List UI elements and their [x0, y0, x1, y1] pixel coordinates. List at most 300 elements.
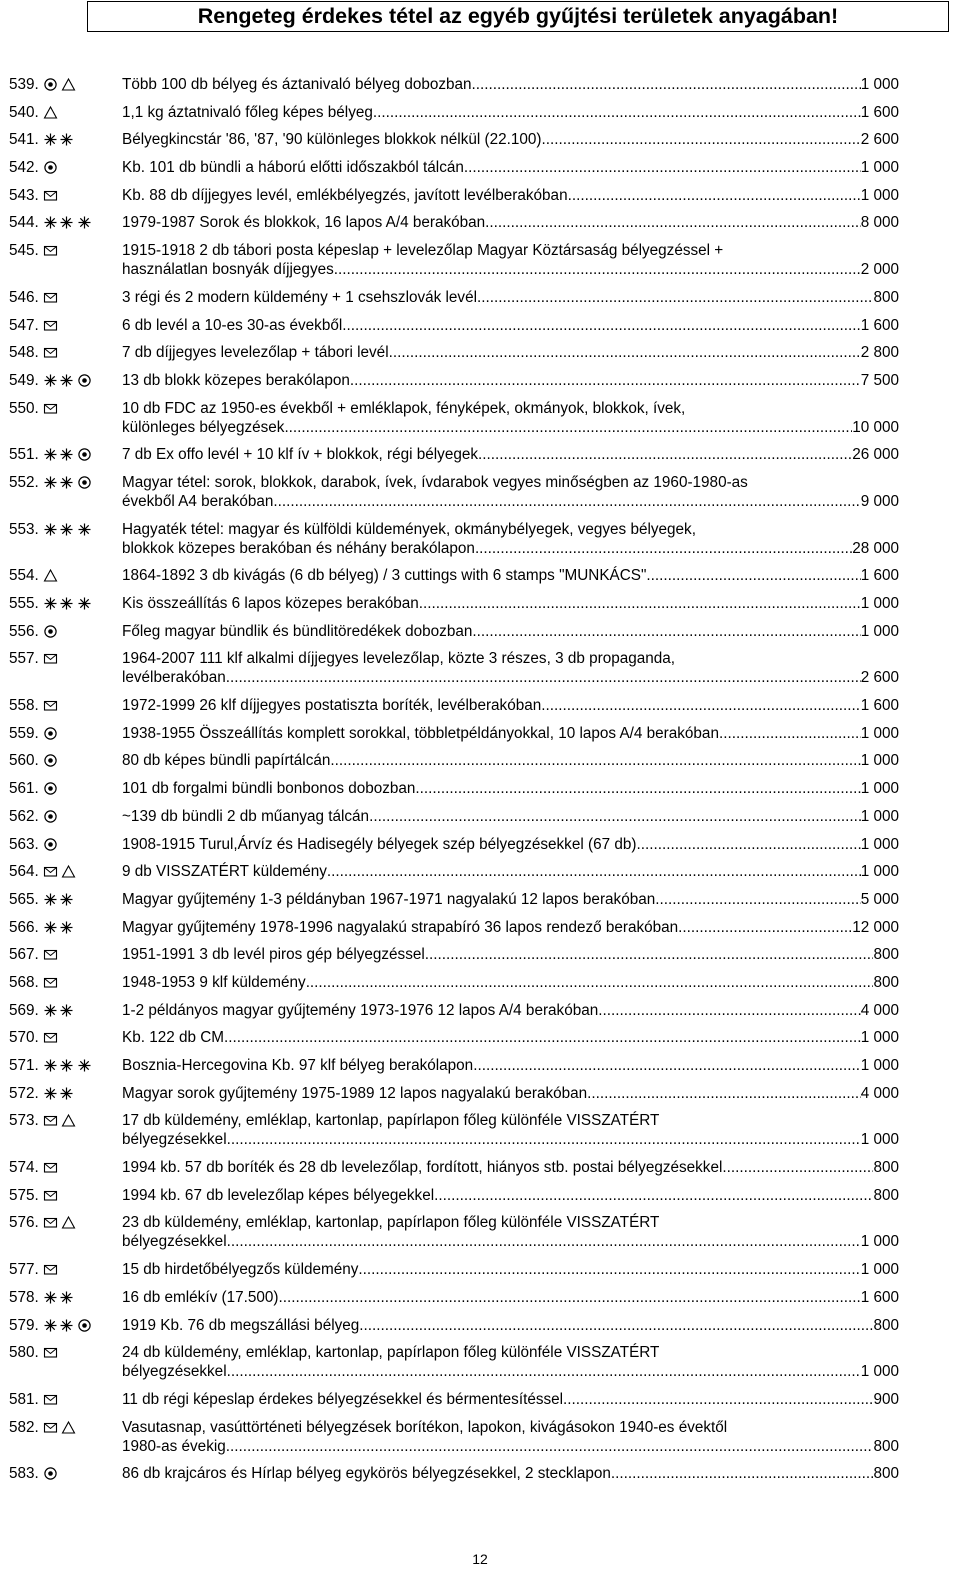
lot-text-line: ~139 db bündli 2 db műanyag tálcán: [122, 807, 370, 825]
dot-leader: [655, 890, 861, 909]
lot-icons: [43, 1159, 58, 1176]
lot-text-line: 10 db FDC az 1950-es évekből + emléklapok, fényképek, okmányok, blokkok, ívek,: [122, 399, 686, 417]
lot-text-line: 1-2 példányos magyar gyűjtemény 1973-1976 12 lapos A/4 berakóban: [122, 1001, 599, 1019]
lot-text-line: 1964-2007 111 klf alkalmi díjjegyes levelezőlap, közte 3 részes, 3 db propaganda,: [122, 650, 676, 668]
lot-price: 1 000: [860, 780, 899, 798]
lot-icons: [43, 1344, 58, 1361]
lot-price: 1 000: [860, 622, 899, 640]
lot-icons: [43, 863, 76, 880]
lot-number: 576.: [9, 1214, 39, 1232]
lot-number: 544.: [9, 214, 39, 232]
lot-price: 8 000: [860, 214, 899, 232]
envelope-icon: [43, 975, 58, 990]
lot-description: [122, 371, 899, 390]
lot-icons: [43, 104, 58, 121]
lot-item: [9, 316, 899, 335]
lot-price: 12 000: [852, 918, 899, 936]
double-star-icon: [43, 447, 74, 462]
lot-text-line: 1864-1892 3 db kivágás (6 db bélyeg) / 3 cuttings with 6 stamps "MUNKÁCS": [122, 567, 647, 585]
lot-description: [122, 751, 899, 770]
envelope-icon: [43, 1262, 58, 1277]
lot-number: 552.: [9, 473, 39, 491]
lot-icons: [43, 317, 58, 334]
lot-text-line: Magyar gyűjtemény 1-3 példányban 1967-1971 nagyalakú 12 lapos berakóban: [122, 890, 656, 908]
star-icon: [59, 215, 74, 230]
circle-dot-icon: [77, 373, 92, 388]
star-icon: [43, 892, 58, 907]
lot-description: [122, 103, 899, 122]
lot-number: 549.: [9, 371, 39, 389]
lot-text-line: 80 db képes bündli papírtálcán: [122, 752, 331, 770]
dot-leader: [226, 1437, 874, 1456]
lot-price: 1 000: [860, 1233, 899, 1251]
lot-number: 555.: [9, 595, 39, 612]
lot-description: [122, 724, 899, 743]
lot-description: [122, 288, 899, 307]
lot-icons: [43, 187, 58, 204]
lot-item: [9, 779, 899, 798]
circle-dot-icon: [43, 837, 58, 852]
lot-item: [9, 1056, 899, 1075]
lot-price: 800: [873, 1186, 899, 1204]
star-icon: [43, 920, 58, 935]
lot-number: 547.: [9, 316, 39, 334]
dot-leader: [646, 566, 860, 585]
dot-leader: [485, 213, 861, 232]
envelope-icon: [43, 290, 58, 305]
lot-description: [122, 1001, 899, 1020]
lot-number: 570.: [9, 1029, 39, 1047]
lot-number: 558.: [9, 697, 39, 715]
lot-text-line: 11 db régi képeslap érdekes bélyegzésekkel és bérmentesítéssel: [122, 1390, 564, 1408]
lot-description: [122, 1418, 899, 1456]
lot-list: [9, 75, 899, 1492]
star-icon: [59, 892, 74, 907]
dot-leader: [477, 288, 873, 307]
lot-item: [9, 1464, 899, 1483]
envelope-icon: [43, 1030, 58, 1045]
double-star-icon: [43, 1290, 74, 1305]
lot-item: [9, 807, 899, 826]
triangle-icon: [61, 1215, 76, 1230]
lot-price: 800: [873, 1465, 899, 1483]
lot-text-line: 1972-1999 26 klf díjjegyes postatiszta boríték, levélberakóban: [122, 697, 542, 715]
double-star-icon: [43, 1003, 74, 1018]
lot-number: 550.: [9, 399, 39, 417]
lot-item: [9, 724, 899, 743]
dot-leader: [369, 807, 861, 826]
lot-icons: [43, 697, 58, 714]
lot-item: [9, 1316, 899, 1335]
dot-leader: [541, 130, 860, 149]
triangle-icon: [43, 568, 58, 583]
lot-text-line: 1980-as évekig: [122, 1437, 226, 1455]
lot-price: 1 000: [860, 1363, 899, 1381]
dot-leader: [350, 371, 861, 390]
lot-item: [9, 1186, 899, 1205]
lot-icons: [43, 521, 92, 538]
lot-number: 575.: [9, 1186, 39, 1204]
lot-number: 573.: [9, 1112, 39, 1130]
dot-leader: [541, 696, 860, 715]
lot-text-line: 9 db VISSZATÉRT küldemény: [122, 863, 327, 881]
lot-icons: [43, 780, 58, 797]
lot-description: [122, 1186, 899, 1205]
lot-item: [9, 399, 899, 437]
envelope-icon: [43, 401, 58, 416]
lot-item: [9, 445, 899, 464]
lot-text-line: 16 db emlékív (17.500): [122, 1288, 279, 1306]
lot-item: [9, 213, 899, 232]
lot-description: [122, 622, 899, 641]
lot-description: [122, 1158, 899, 1177]
dot-leader: [389, 343, 861, 362]
lot-number: 548.: [9, 344, 39, 362]
lot-number: 559.: [9, 724, 39, 742]
lot-price: 9 000: [860, 492, 899, 510]
lot-description: [122, 1084, 899, 1103]
lot-text-line: Kis összeállítás 6 lapos közepes berakóban: [122, 595, 419, 612]
dot-leader: [719, 724, 861, 743]
lot-icons: [43, 372, 92, 389]
lot-number: 563.: [9, 835, 39, 853]
envelope-icon: [43, 188, 58, 203]
dot-leader: [278, 1288, 860, 1307]
lot-price: 1 000: [860, 76, 899, 93]
lot-item: [9, 973, 899, 992]
dot-leader: [434, 1186, 873, 1205]
lot-item: [9, 1084, 899, 1103]
envelope-icon: [43, 698, 58, 713]
dot-leader: [373, 103, 861, 122]
double-star-icon: [43, 892, 74, 907]
lot-number: 546.: [9, 288, 39, 306]
lot-description: [122, 1028, 899, 1047]
lot-price: 2 000: [860, 261, 899, 279]
lot-number: 540.: [9, 103, 39, 121]
lot-icons: [43, 474, 92, 491]
envelope-icon: [43, 1215, 58, 1230]
envelope-icon: [43, 318, 58, 333]
dot-leader: [419, 594, 861, 613]
circle-dot-icon: [77, 1318, 92, 1333]
dot-leader: [568, 186, 861, 205]
lot-icons: [43, 623, 58, 640]
lot-description: [122, 343, 899, 362]
lot-description: [122, 1213, 899, 1251]
envelope-icon: [43, 1420, 58, 1435]
lot-icons: [43, 344, 58, 361]
lot-number: 557.: [9, 650, 39, 668]
lot-price: 1 000: [860, 863, 899, 881]
lot-number: 551.: [9, 446, 39, 464]
lot-number: 545.: [9, 242, 39, 260]
dot-leader: [226, 668, 861, 687]
lot-text-line: 15 db hirdetőbélyegzős küldemény: [122, 1261, 359, 1279]
lot-number: 569.: [9, 1001, 39, 1019]
double-star-icon: [43, 373, 74, 388]
lot-item: [9, 186, 899, 205]
lot-text-line: bélyegzésekkel: [122, 1233, 227, 1251]
lot-description: [122, 1056, 899, 1075]
circle-dot-icon: [43, 781, 58, 796]
lot-number: 582.: [9, 1418, 39, 1436]
lot-number: 568.: [9, 973, 39, 991]
lot-description: [122, 594, 899, 613]
lot-number: 578.: [9, 1288, 39, 1306]
dot-leader: [464, 158, 861, 177]
lot-number: 539.: [9, 76, 39, 93]
envelope-icon: [43, 345, 58, 360]
lot-text-line: 24 db küldemény, emléklap, kartonlap, papírlapon főleg különféle VISSZATÉRT: [122, 1344, 660, 1362]
lot-icons: [43, 1261, 58, 1278]
lot-number: 565.: [9, 890, 39, 908]
lot-item: [9, 1111, 899, 1149]
lot-text-line: 1919 Kb. 76 db megszállási bélyeg: [122, 1316, 360, 1334]
lot-number: 562.: [9, 807, 39, 825]
lot-icons: [43, 1029, 58, 1046]
lot-icons: [43, 1002, 74, 1019]
lot-item: [9, 75, 899, 94]
star-icon: [59, 1318, 74, 1333]
circle-dot-icon: [43, 726, 58, 741]
lot-icons: [43, 242, 58, 259]
lot-text-line: Magyar tétel: sorok, blokkok, darabok, ívek, ívdarabok vegyes minőségben az 1960-1980-as: [122, 473, 748, 491]
lot-price: 1 000: [860, 835, 899, 853]
lot-icons: [43, 567, 58, 584]
lot-text-line: blokkok közepes berakóban és néhány berakólapon: [122, 539, 475, 557]
lot-item: [9, 566, 899, 585]
dot-leader: [587, 1084, 861, 1103]
lot-price: 4 000: [860, 1001, 899, 1019]
lot-description: [122, 779, 899, 798]
star-icon: [77, 596, 92, 611]
lot-number: 556.: [9, 622, 39, 640]
lot-icons: [43, 400, 58, 417]
lot-text-line: 1994 kb. 57 db boríték és 28 db levelezőlap, fordított, hiányos stb. postai bélyegzésekkel: [122, 1159, 723, 1177]
dot-leader: [472, 75, 861, 94]
lot-icons: [43, 752, 58, 769]
star-icon: [77, 215, 92, 230]
lot-icons: [43, 1465, 58, 1482]
lot-icons: [43, 1419, 76, 1436]
lot-price: 1 000: [860, 807, 899, 825]
lot-description: [122, 399, 899, 437]
lot-number: 543.: [9, 186, 39, 204]
lot-icons: [43, 891, 74, 908]
lot-description: [122, 158, 899, 177]
dot-leader: [227, 1232, 861, 1251]
lot-text-line: levélberakóban: [122, 669, 226, 687]
lot-icons: [43, 214, 92, 231]
lot-text-line: különleges bélyegzések: [122, 418, 285, 436]
lot-item: [9, 890, 899, 909]
lot-text-line: 1948-1953 9 klf küldemény: [122, 973, 306, 991]
triangle-icon: [61, 1113, 76, 1128]
lot-price: 1 000: [860, 1057, 899, 1074]
lot-item: [9, 1260, 899, 1279]
star-icon: [59, 920, 74, 935]
lot-item: [9, 158, 899, 177]
lot-description: [122, 890, 899, 909]
star-icon: [59, 475, 74, 490]
lot-text-line: 1979-1987 Sorok és blokkok, 16 lapos A/4 berakóban: [122, 214, 486, 232]
envelope-icon: [43, 1188, 58, 1203]
lot-item: [9, 371, 899, 390]
lot-text-line: évekből A4 berakóban: [122, 492, 274, 510]
star-icon: [43, 132, 58, 147]
double-star-icon: [43, 475, 74, 490]
lot-number: 564.: [9, 863, 39, 881]
lot-text-line: Vasutasnap, vasúttörténeti bélyegzések borítékon, lapokon, kivágásokon 1940-es évektől: [122, 1418, 728, 1436]
lot-icons: [43, 836, 58, 853]
page-banner: Rengeteg érdekes tétel az egyéb gyűjtési területek anyagában!: [87, 1, 949, 32]
dot-leader: [227, 1362, 861, 1381]
lot-number: 553.: [9, 520, 39, 538]
lot-number: 583.: [9, 1465, 39, 1483]
lot-number: 574.: [9, 1159, 39, 1177]
lot-item: [9, 288, 899, 307]
lot-text-line: Kb. 101 db bündli a háború előtti időszakból tálcán: [122, 159, 464, 177]
double-star-icon: [43, 522, 74, 537]
circle-dot-icon: [43, 753, 58, 768]
lot-description: [122, 918, 899, 937]
lot-item: [9, 1001, 899, 1020]
lot-icons: [43, 1057, 92, 1074]
lot-description: [122, 835, 899, 854]
lot-price: 4 000: [860, 1084, 899, 1102]
lot-price: 10 000: [852, 418, 899, 436]
dot-leader: [425, 945, 874, 964]
dot-leader: [473, 1056, 861, 1075]
star-icon: [77, 1058, 92, 1073]
lot-item: [9, 241, 899, 279]
dot-leader: [359, 1316, 873, 1335]
star-icon: [43, 373, 58, 388]
lot-description: [122, 696, 899, 715]
lot-description: [122, 566, 899, 585]
lot-number: 541.: [9, 131, 39, 149]
lot-text-line: 7 db díjjegyes levelezőlap + tábori levél: [122, 344, 389, 362]
lot-description: [122, 1316, 899, 1335]
lot-price: 800: [873, 973, 899, 991]
lot-price: 7 500: [860, 371, 899, 389]
lot-item: [9, 945, 899, 964]
lot-icons: [43, 446, 92, 463]
lot-icons: [43, 289, 58, 306]
lot-text-line: 1,1 kg áztatnivaló főleg képes bélyeg: [122, 103, 373, 121]
lot-item: [9, 130, 899, 149]
lot-icons: [43, 1085, 74, 1102]
star-icon: [43, 447, 58, 462]
lot-number: 580.: [9, 1344, 39, 1362]
lot-number: 577.: [9, 1261, 39, 1279]
envelope-icon: [43, 1392, 58, 1407]
triangle-icon: [61, 1420, 76, 1435]
dot-leader: [334, 260, 861, 279]
lot-number: 560.: [9, 752, 39, 770]
lot-icons: [43, 1214, 76, 1231]
dot-leader: [358, 1260, 860, 1279]
lot-icons: [43, 725, 58, 742]
lot-price: 1 000: [860, 724, 899, 742]
dot-leader: [611, 1464, 874, 1483]
lot-description: [122, 1343, 899, 1381]
lot-text-line: bélyegzésekkel: [122, 1131, 227, 1149]
lot-text-line: 7 db Ex offo levél + 10 klf ív + blokkok, régi bélyegek: [122, 446, 479, 464]
lot-description: [122, 213, 899, 232]
lot-number: 581.: [9, 1390, 39, 1408]
lot-text-line: 6 db levél a 10-es 30-as évekből: [122, 316, 343, 334]
lot-text-line: 1908-1915 Turul,Árvíz és Hadisegély bélyegek szép bélyegzésekkel (67 db): [122, 835, 637, 853]
circle-dot-icon: [43, 160, 58, 175]
lot-number: 554.: [9, 567, 39, 585]
lot-text-line: Kb. 122 db CM: [122, 1029, 225, 1047]
lot-description: [122, 649, 899, 687]
lot-description: [122, 807, 899, 826]
lot-description: [122, 75, 899, 94]
page-number: 12: [472, 1551, 488, 1567]
lot-description: [122, 945, 899, 964]
lot-item: [9, 835, 899, 854]
lot-price: 5 000: [860, 890, 899, 908]
lot-item: [9, 520, 899, 558]
lot-item: [9, 1288, 899, 1307]
lot-price: 1 600: [860, 567, 899, 585]
lot-description: [122, 1111, 899, 1149]
dot-leader: [472, 622, 860, 641]
star-icon: [59, 596, 74, 611]
dot-leader: [224, 1028, 861, 1047]
double-star-icon: [43, 215, 74, 230]
lot-text-line: Magyar gyűjtemény 1978-1996 nagyalakú strapabíró 36 lapos rendező berakóban.: [122, 918, 683, 936]
dot-leader: [227, 1130, 861, 1149]
star-icon: [43, 1290, 58, 1305]
star-icon: [59, 373, 74, 388]
lot-icons: [43, 131, 74, 148]
lot-icons: [43, 808, 58, 825]
star-icon: [59, 447, 74, 462]
lot-item: [9, 1343, 899, 1381]
lot-icons: [43, 1112, 76, 1129]
dot-leader: [273, 492, 860, 511]
envelope-icon: [43, 243, 58, 258]
dot-leader: [722, 1158, 873, 1177]
dot-leader: [598, 1001, 860, 1020]
lot-price: 1 000: [860, 1029, 899, 1047]
double-star-icon: [43, 596, 74, 611]
lot-description: [122, 130, 899, 149]
star-icon: [43, 1086, 58, 1101]
star-icon: [59, 1290, 74, 1305]
dot-leader: [682, 918, 852, 937]
lot-price: 2 600: [860, 669, 899, 687]
star-icon: [43, 522, 58, 537]
lot-number: 572.: [9, 1084, 39, 1102]
dot-leader: [563, 1390, 873, 1409]
lot-text-line: Magyar sorok gyűjtemény 1975-1989 12 lapos nagyalakú berakóban: [122, 1084, 588, 1102]
lot-number: 567.: [9, 946, 39, 964]
lot-price: 800: [873, 1437, 899, 1455]
lot-item: [9, 918, 899, 937]
lot-icons: [43, 650, 58, 667]
lot-text-line: 1951-1991 3 db levél piros gép bélyegzéssel: [122, 946, 425, 964]
dot-leader: [478, 445, 852, 464]
lot-icons: [43, 1391, 58, 1408]
lot-item: [9, 1390, 899, 1409]
lot-description: [122, 520, 899, 558]
lot-item: [9, 622, 899, 641]
